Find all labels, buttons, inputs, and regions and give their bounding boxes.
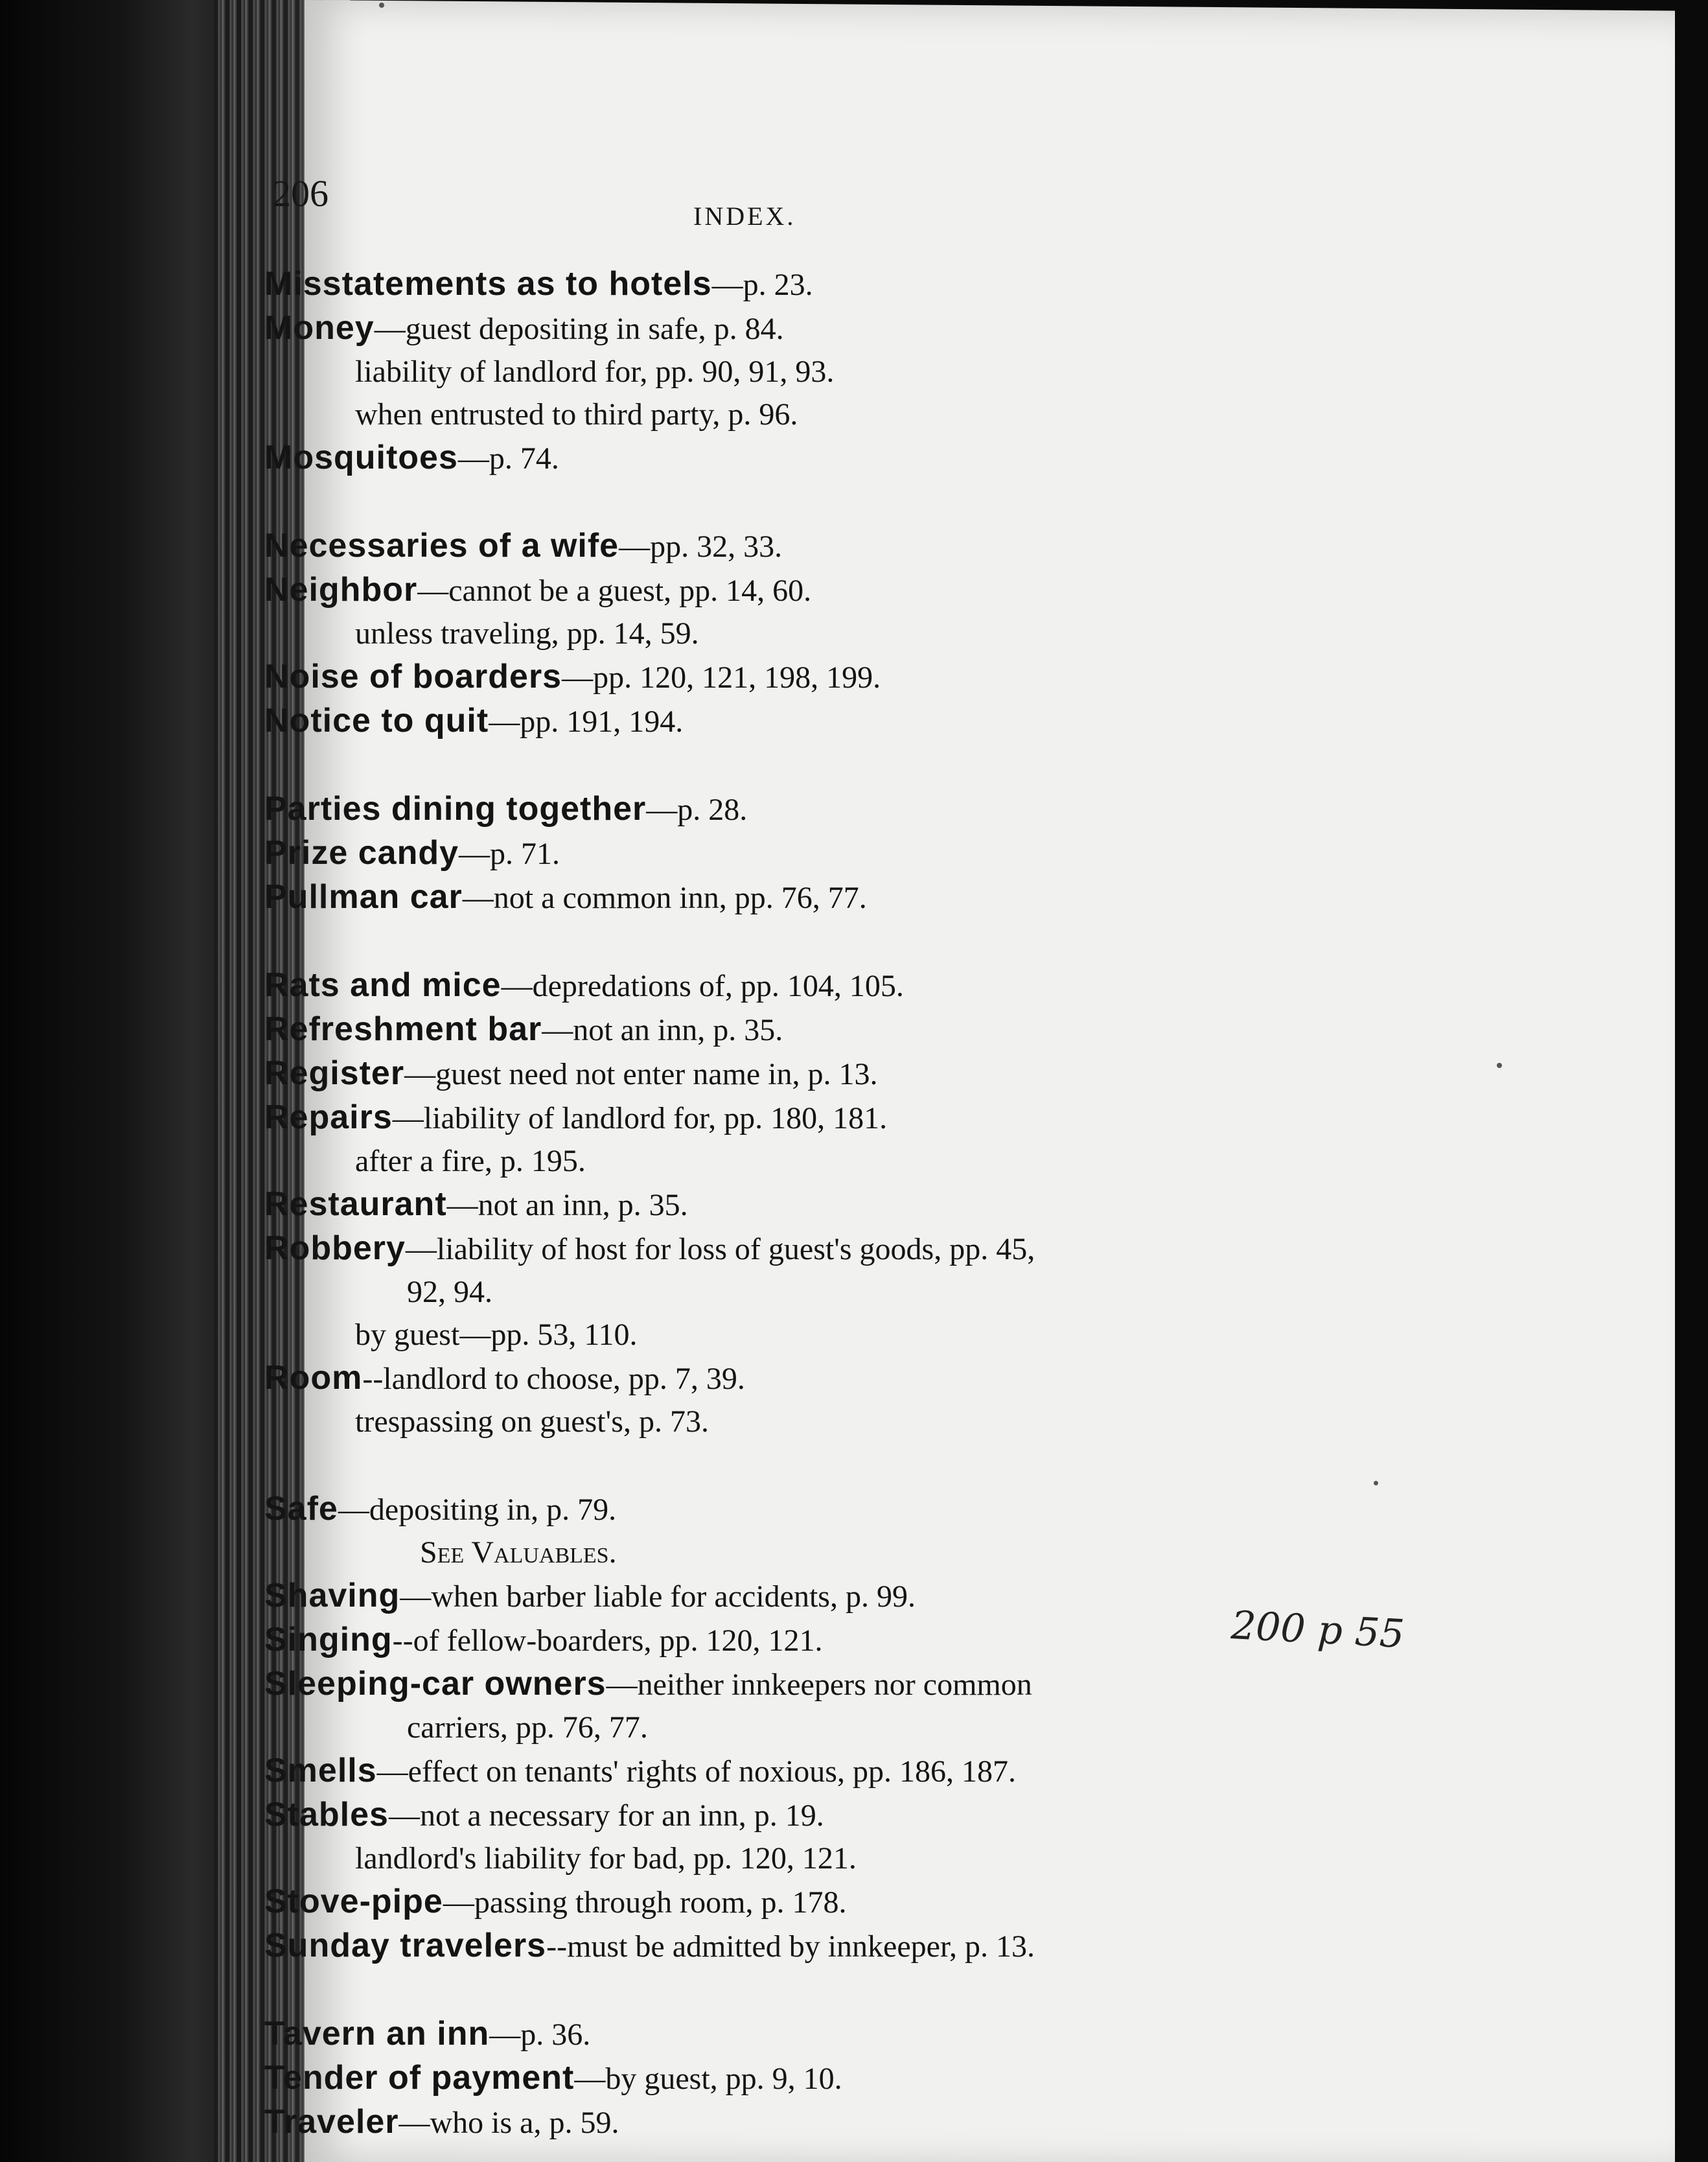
sub-entry: after a fire, p. 195. bbox=[355, 1144, 586, 1178]
entry-heading: Notice to quit bbox=[264, 702, 489, 739]
entry-references: —guest need not enter name in, p. 13. bbox=[404, 1057, 878, 1091]
entry-heading: Parties dining together bbox=[264, 790, 647, 828]
entry-heading: Neighbor bbox=[264, 571, 418, 609]
entry-references: —not an inn, p. 35. bbox=[446, 1188, 688, 1222]
entry-references: —p. 74. bbox=[457, 441, 559, 476]
entry-references: —pp. 120, 121, 198, 199. bbox=[562, 660, 881, 695]
sub-entry: trespassing on guest's, p. 73. bbox=[355, 1404, 709, 1439]
index-entry bbox=[264, 1227, 1398, 1271]
running-head: INDEX. bbox=[693, 202, 796, 231]
entry-heading: Register bbox=[264, 1054, 405, 1092]
index-entry bbox=[264, 2100, 1398, 2145]
index-entry bbox=[264, 1618, 1398, 1662]
block-spacer bbox=[264, 743, 1398, 787]
speck bbox=[1497, 1063, 1502, 1068]
entry-references: --of fellow-boarders, pp. 120, 121. bbox=[392, 1623, 823, 1658]
entry-heading: Stove-pipe bbox=[264, 1883, 443, 1920]
index-entry bbox=[264, 262, 1398, 307]
entry-references: —liability of landlord for, pp. 180, 181. bbox=[392, 1101, 888, 1135]
entry-references: —depositing in, p. 79. bbox=[338, 1493, 617, 1527]
entry-heading: Traveler bbox=[264, 2103, 399, 2141]
index-entry bbox=[264, 1793, 1398, 1837]
index-entry bbox=[264, 964, 1398, 1008]
speck bbox=[1374, 1481, 1378, 1485]
entry-heading: Refreshment bar bbox=[264, 1010, 542, 1048]
sub-entry: liability of landlord for, pp. 90, 91, 93. bbox=[355, 355, 835, 389]
entry-references: —p. 71. bbox=[459, 837, 560, 871]
entry-references: —guest depositing in safe, p. 84. bbox=[374, 312, 784, 346]
entry-continuation: carriers, pp. 76, 77. bbox=[407, 1710, 648, 1745]
entry-heading: Tender of payment bbox=[264, 2059, 575, 2097]
index-entry bbox=[264, 1008, 1398, 1052]
entry-references: --landlord to choose, pp. 7, 39. bbox=[362, 1362, 745, 1396]
entry-references: —passing through room, p. 178. bbox=[443, 1885, 847, 1920]
entry-heading: Sunday travelers bbox=[264, 1927, 547, 1964]
block-spacer bbox=[264, 1968, 1398, 2012]
index-entry bbox=[264, 1749, 1398, 1793]
entry-heading: Pullman car bbox=[264, 878, 463, 916]
entry-heading: Robbery bbox=[264, 1229, 406, 1267]
entry-references: —pp. 191, 194. bbox=[489, 704, 684, 739]
entry-heading: Singing bbox=[264, 1621, 393, 1658]
handwritten-note: 200 p 55 bbox=[1230, 1603, 1406, 1657]
index-entry bbox=[264, 1880, 1398, 1924]
entry-heading: Tavern an inn bbox=[264, 2015, 490, 2052]
entry-heading: Prize candy bbox=[264, 834, 459, 872]
sub-entry: landlord's liability for bad, pp. 120, 121. bbox=[355, 1841, 857, 1876]
index-entry bbox=[264, 787, 1398, 831]
index-entry bbox=[264, 1487, 1398, 1531]
entry-heading: Money bbox=[264, 309, 375, 347]
index-entry bbox=[264, 876, 1398, 920]
index-entry bbox=[264, 655, 1398, 699]
entry-heading: Room bbox=[264, 1359, 363, 1397]
entry-references: —effect on tenants' rights of noxious, pp. 186, 187. bbox=[376, 1754, 1016, 1789]
entry-heading: Noise of boarders bbox=[264, 658, 562, 695]
entry-heading: Stables bbox=[264, 1796, 389, 1833]
entry-heading: Safe bbox=[264, 1490, 338, 1528]
entry-heading: Smells bbox=[264, 1752, 377, 1789]
speck bbox=[379, 3, 384, 8]
entry-heading: Mosquitoes bbox=[264, 439, 458, 476]
block-spacer bbox=[264, 920, 1398, 964]
entry-references: —depredations of, pp. 104, 105. bbox=[501, 969, 904, 1003]
block-spacer bbox=[264, 1443, 1398, 1487]
sub-entry: unless traveling, pp. 14, 59. bbox=[355, 616, 699, 651]
index-entry bbox=[264, 1183, 1398, 1227]
entry-references: —not a common inn, pp. 76, 77. bbox=[462, 881, 867, 915]
index-entry bbox=[264, 307, 1398, 351]
entry-heading: Misstatements as to hotels bbox=[264, 265, 712, 303]
entry-references: —not a necessary for an inn, p. 19. bbox=[388, 1798, 824, 1833]
entry-references: —by guest, pp. 9, 10. bbox=[574, 2062, 842, 2096]
entry-references: —liability of host for loss of guest's goods, pp. 45, bbox=[405, 1232, 1035, 1266]
entry-heading: Rats and mice bbox=[264, 966, 502, 1004]
entry-references: —neither innkeepers nor common bbox=[606, 1668, 1032, 1702]
entry-references: —p. 28. bbox=[646, 793, 748, 827]
index-entry bbox=[264, 1662, 1398, 1706]
entry-heading: Restaurant bbox=[264, 1185, 447, 1223]
page-number: 206 bbox=[272, 172, 329, 215]
block-spacer bbox=[264, 480, 1398, 524]
index-entry bbox=[264, 436, 1398, 480]
entry-references: —pp. 32, 33. bbox=[619, 529, 783, 564]
index-entry bbox=[264, 2056, 1398, 2100]
sub-entry: by guest—pp. 53, 110. bbox=[355, 1318, 638, 1352]
entry-heading: Shaving bbox=[264, 1577, 400, 1614]
sub-entry: when entrusted to third party, p. 96. bbox=[355, 397, 798, 432]
entry-heading: Repairs bbox=[264, 1098, 393, 1136]
entry-heading: Sleeping-car owners bbox=[264, 1665, 606, 1703]
index-entry bbox=[264, 568, 1398, 612]
entry-references: —not an inn, p. 35. bbox=[542, 1013, 783, 1047]
entry-continuation: 92, 94. bbox=[407, 1275, 492, 1309]
index-entry bbox=[264, 1356, 1398, 1401]
entry-heading: Necessaries of a wife bbox=[264, 527, 619, 564]
entry-references: —p. 23. bbox=[711, 268, 813, 302]
entry-references: —cannot be a guest, pp. 14, 60. bbox=[417, 574, 812, 608]
entry-references: —when barber liable for accidents, p. 99. bbox=[400, 1579, 916, 1614]
entry-references: —p. 36. bbox=[489, 2017, 591, 2052]
index-entry bbox=[264, 1052, 1398, 1096]
entry-references: —who is a, p. 59. bbox=[398, 2106, 619, 2140]
index-entries bbox=[264, 262, 1398, 2145]
scan-border bbox=[1675, 0, 1708, 2162]
entry-references: --must be admitted by innkeeper, p. 13. bbox=[546, 1929, 1035, 1964]
index-entry bbox=[264, 1574, 1398, 1618]
index-entry bbox=[264, 524, 1398, 568]
see-also-reference: See Valuables. bbox=[420, 1535, 617, 1570]
index-entry bbox=[264, 1096, 1398, 1140]
index-entry bbox=[264, 699, 1398, 743]
index-entry bbox=[264, 1924, 1398, 1968]
index-entry bbox=[264, 831, 1398, 876]
index-entry bbox=[264, 2012, 1398, 2056]
